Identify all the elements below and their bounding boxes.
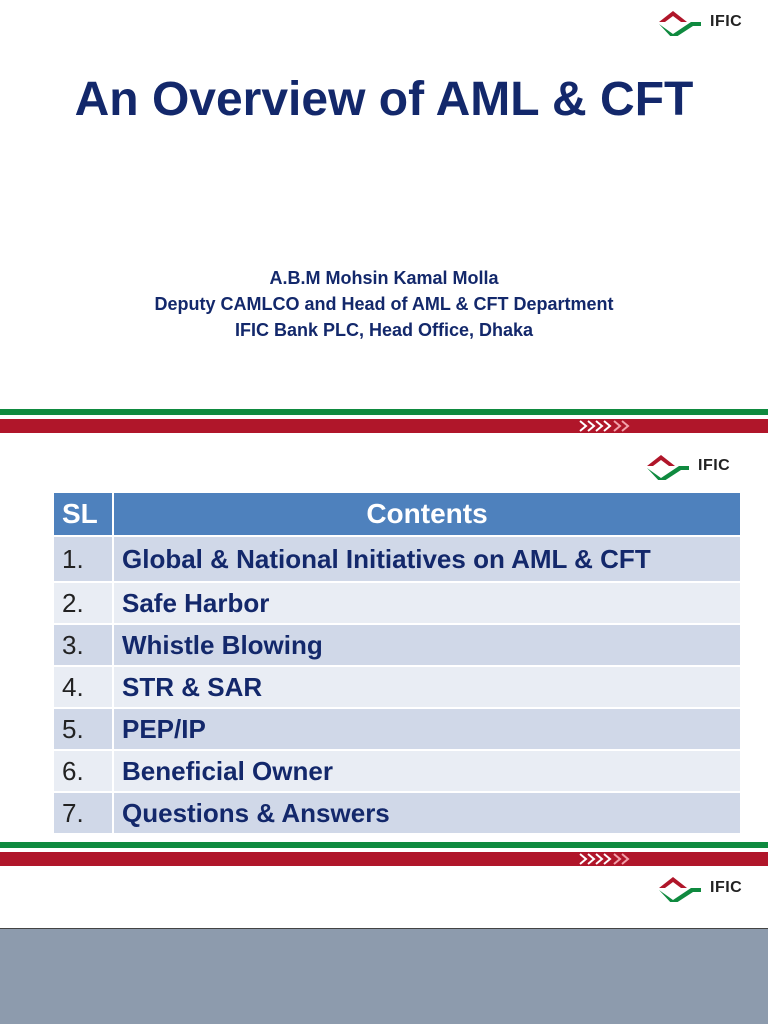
row-item: PEP/IP	[113, 708, 741, 750]
row-item: Whistle Blowing	[113, 624, 741, 666]
presenter-name: A.B.M Mohsin Kamal Molla	[269, 268, 499, 288]
row-item: STR & SAR	[113, 666, 741, 708]
next-slide-partial	[0, 872, 768, 1024]
ific-logo-icon	[657, 874, 707, 902]
presenter-info	[0, 265, 768, 343]
table-header-row	[53, 492, 741, 536]
title-slide	[0, 0, 768, 410]
divider-stripe	[0, 842, 768, 866]
logo-text: IFIC	[710, 13, 743, 30]
row-item: Safe Harbor	[113, 582, 741, 624]
row-sl: 2.	[53, 582, 113, 624]
table-row	[53, 750, 741, 792]
table-row	[53, 792, 741, 834]
ific-logo-icon	[657, 8, 707, 36]
logo-text: IFIC	[710, 879, 743, 896]
chevron-arrows-icon	[578, 420, 638, 432]
ific-logo	[645, 452, 730, 480]
header-sl: SL	[53, 492, 113, 536]
presenter-org: IFIC Bank PLC, Head Office, Dhaka	[234, 320, 534, 340]
table-row	[53, 624, 741, 666]
table-row	[53, 536, 741, 582]
row-sl: 1.	[53, 536, 113, 582]
presenter-role: Deputy CAMLCO and Head of AML & CFT Department	[154, 294, 614, 314]
divider-stripe	[0, 409, 768, 433]
contents-table	[52, 491, 742, 835]
header-contents: Contents	[113, 492, 741, 536]
ific-logo	[657, 8, 742, 36]
table-row	[53, 582, 741, 624]
chevron-arrows-icon	[578, 853, 638, 865]
gray-content-panel	[0, 928, 768, 1024]
logo-text: IFIC	[698, 457, 731, 474]
ific-logo	[657, 874, 742, 902]
row-sl: 7.	[53, 792, 113, 834]
table-row	[53, 666, 741, 708]
slide-title: An Overview of AML & CFT	[74, 73, 694, 126]
row-sl: 4.	[53, 666, 113, 708]
row-item: Beneficial Owner	[113, 750, 741, 792]
row-sl: 5.	[53, 708, 113, 750]
ific-logo-icon	[645, 452, 695, 480]
contents-slide	[0, 440, 768, 842]
table-row	[53, 708, 741, 750]
row-sl: 6.	[53, 750, 113, 792]
row-item: Questions & Answers	[113, 792, 741, 834]
row-sl: 3.	[53, 624, 113, 666]
row-item: Global & National Initiatives on AML & CFT	[113, 536, 741, 582]
